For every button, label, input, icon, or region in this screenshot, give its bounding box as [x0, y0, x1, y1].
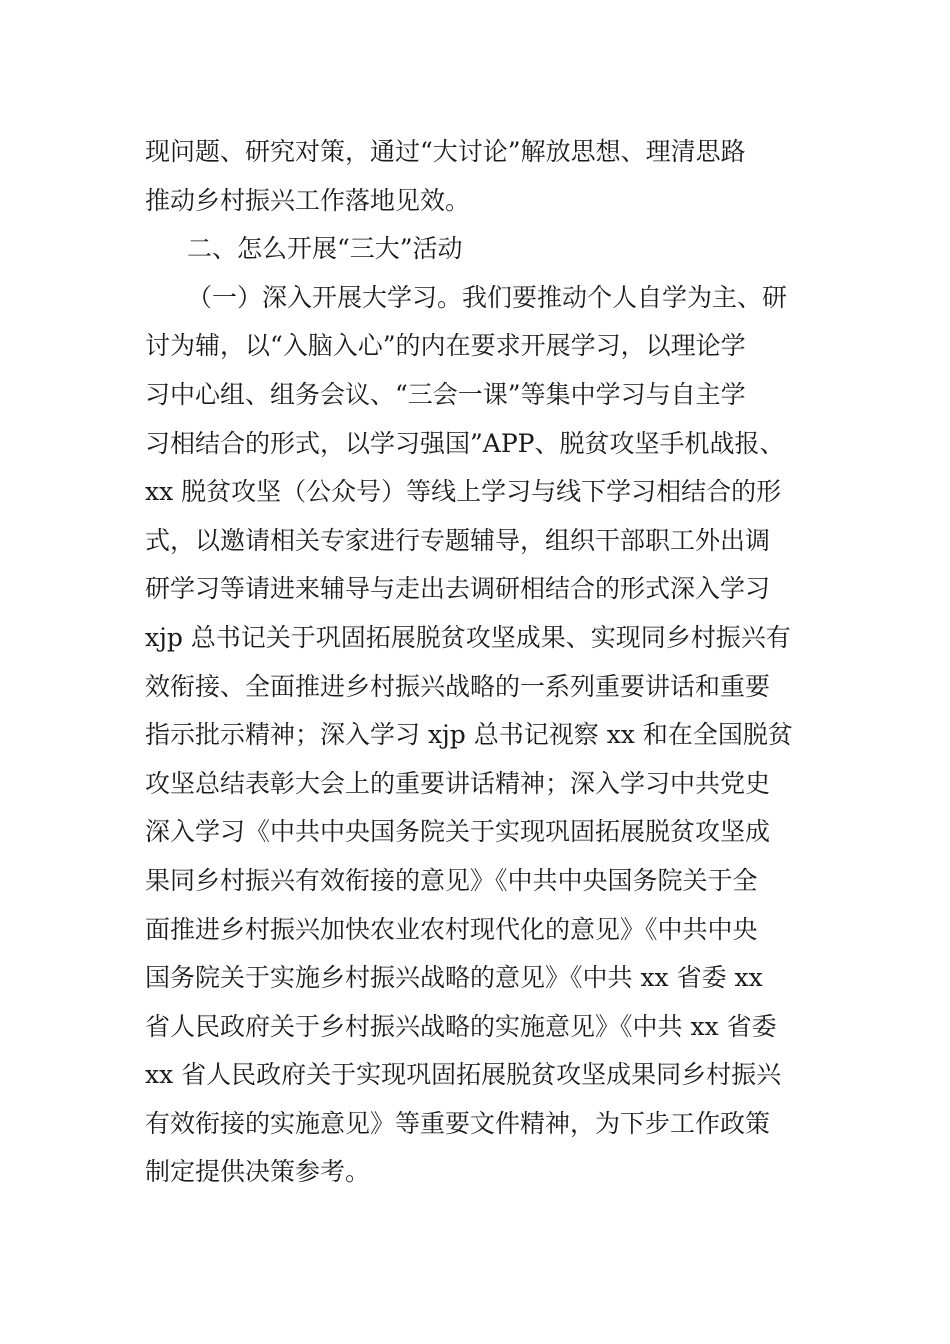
- text-line: 效衔接、全面推进乡村振兴战略的一系列重要讲话和重要: [145, 671, 771, 701]
- text-line: 指示批示精神；深入学习 xjp 总书记视察 xx 和在全国脱贫: [145, 720, 793, 750]
- text-line: 习中心组、组务会议、“三会一课”等集中学习与自主学: [145, 379, 746, 409]
- text-line: 制定提供决策参考。: [145, 1157, 371, 1187]
- text-line: 现问题、研究对策，通过“大讨论”解放思想、理清思路: [145, 137, 746, 166]
- text-line: 深入学习《中共中央国务院关于实现巩固拓展脱贫攻坚成: [145, 817, 771, 847]
- text-line: xx 脱贫攻坚（公众号）等线上学习与线下学习相结合的形: [145, 477, 782, 507]
- text-line: 果同乡村振兴有效衔接的意见》《中共中央国务院关于全: [145, 865, 758, 895]
- text-line: xx 省人民政府关于实现巩固拓展脱贫攻坚成果同乡村振兴: [145, 1060, 782, 1090]
- text-line: xjp 总书记关于巩固拓展脱贫攻坚成果、实现同乡村振兴有: [145, 622, 791, 652]
- text-line: 有效衔接的实施意见》等重要文件精神，为下步工作政策: [145, 1108, 771, 1138]
- text-line: 面推进乡村振兴加快农业农村现代化的意见》《中共中央: [145, 914, 758, 944]
- text-line: 习相结合的形式，以学习强国”APP、脱贫攻坚手机战报、: [145, 428, 785, 458]
- text-line: 攻坚总结表彰大会上的重要讲话精神；深入学习中共党史: [145, 768, 771, 798]
- text-line: 省人民政府关于乡村振兴战略的实施意见》《中共 xx 省委: [145, 1011, 777, 1041]
- text-line: 研学习等请进来辅导与走出去调研相结合的形式深入学习: [145, 574, 771, 604]
- section-heading: 二、怎么开展“三大”活动: [187, 234, 463, 264]
- body-text: [145, 128, 845, 1197]
- text-line: 讨为辅，以“入脑入心”的内在要求开展学习，以理论学: [145, 331, 746, 361]
- paragraph-first-line: （一）深入开展大学习。我们要推动个人自学为主、研: [187, 282, 788, 312]
- text-line: 推动乡村振兴工作落地见效。: [145, 185, 471, 215]
- text-line: 式，以邀请相关专家进行专题辅导，组织干部职工外出调: [145, 525, 771, 555]
- text-line: 国务院关于实施乡村振兴战略的意见》《中共 xx 省委 xx: [145, 963, 763, 993]
